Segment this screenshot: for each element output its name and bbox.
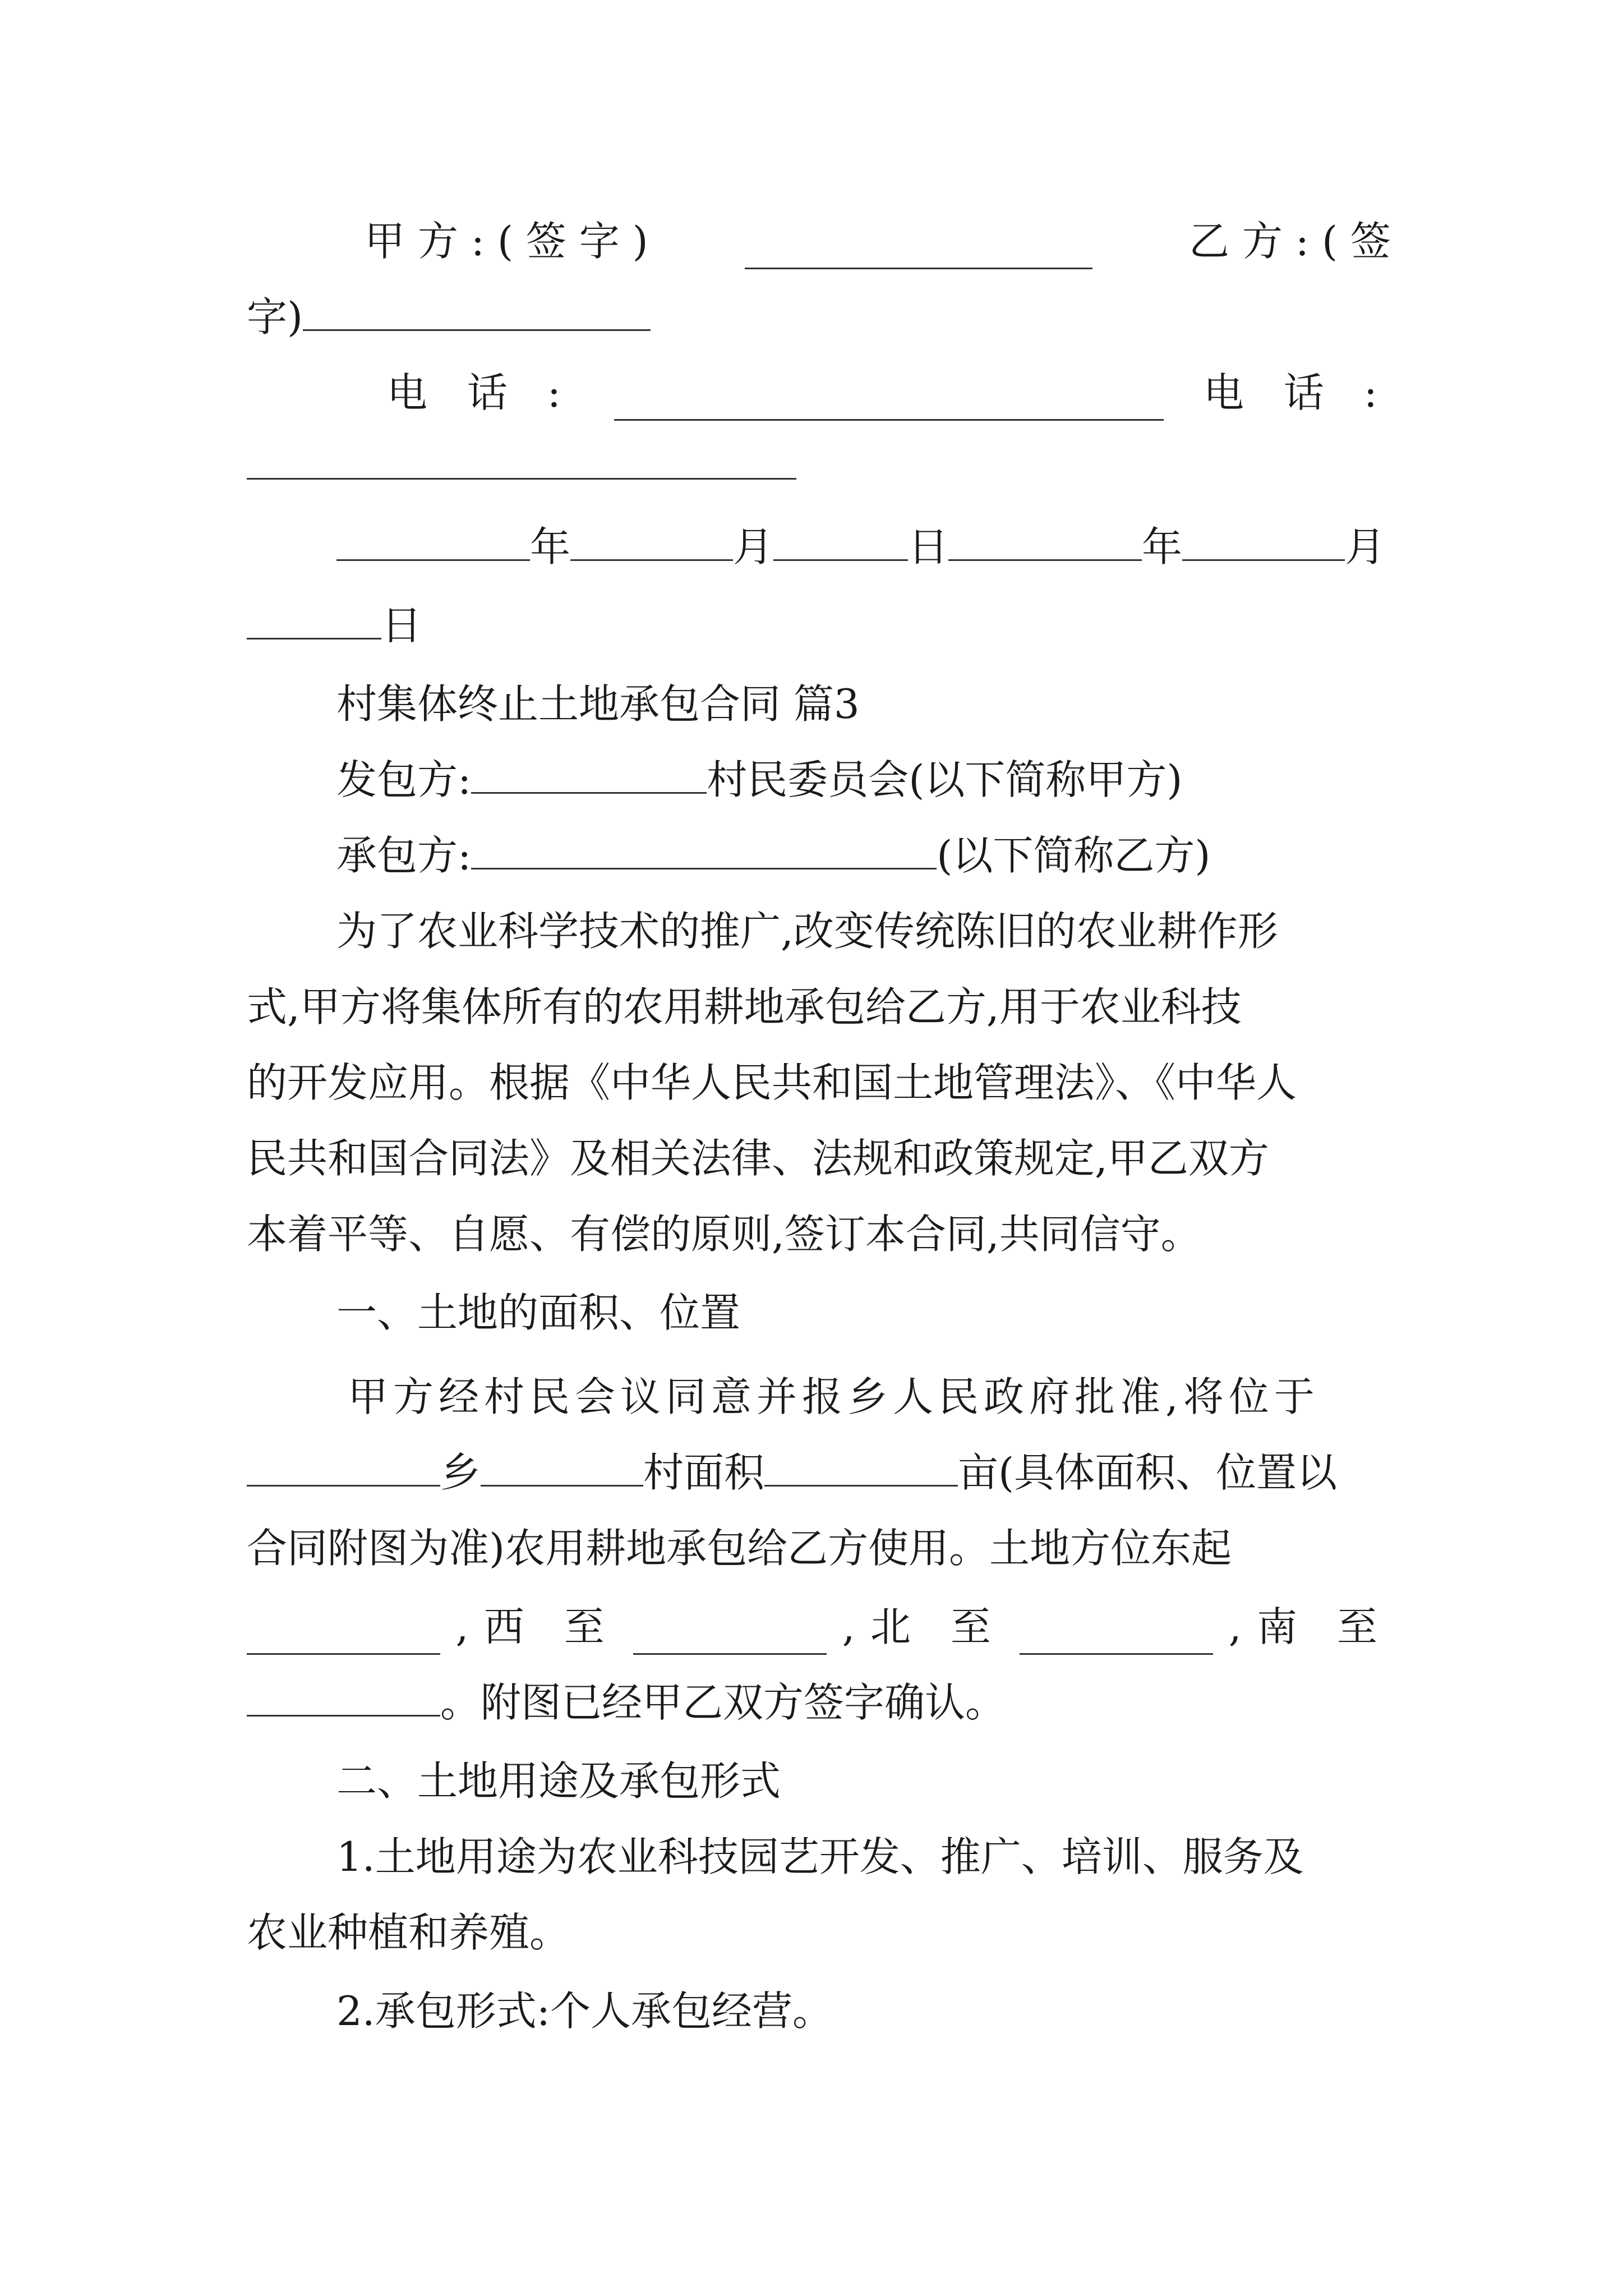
date-b-month-blank xyxy=(1182,524,1345,561)
intro-line-1: 为了农业科学技术的推广,改变传统陈旧的农业耕作形 xyxy=(336,908,1278,955)
party-a-signature-blank xyxy=(745,233,1092,269)
receiver-line xyxy=(336,827,1391,884)
date-b-month-label: 月 xyxy=(1345,523,1386,570)
south-label: 南 至 xyxy=(1257,1603,1391,1650)
date-a-year-blank xyxy=(336,524,530,561)
cun-area-label: 村面积 xyxy=(643,1449,765,1496)
section1-line-1: 甲方经村民会议同意并报乡人民政府批准,将位于 xyxy=(348,1373,1320,1420)
date-b-day-blank xyxy=(247,603,381,639)
section-title: 村集体终止土地承包合同 篇3 xyxy=(336,680,860,728)
north-blank xyxy=(1020,1618,1213,1655)
intro-line-3: 的开发应用。根据《中华人民共和国土地管理法》、《中华人 xyxy=(247,1059,1297,1106)
receiver-label: 承包方: xyxy=(336,832,472,879)
section1-line-2 xyxy=(247,1444,1391,1501)
date-a-day-label: 日 xyxy=(908,523,949,570)
date-a-day-blank xyxy=(773,524,908,561)
section2-item2: 2.承包形式:个人承包经营。 xyxy=(336,1987,833,2035)
intro-line-5: 本着平等、自愿、有偿的原则,签订本合同,共同信守。 xyxy=(247,1211,1201,1258)
cun-blank xyxy=(481,1450,643,1487)
area-blank xyxy=(764,1450,958,1487)
east-blank xyxy=(247,1618,440,1655)
section2-item1-a: 1.土地用途为农业科技园艺开发、推广、培训、服务及 xyxy=(336,1833,1304,1880)
signature-row-cont xyxy=(247,289,1391,345)
west-blank xyxy=(633,1618,827,1655)
issuer-line xyxy=(336,752,1391,808)
party-a-signature-label: 甲 方 : ( 签 字 ) xyxy=(365,218,648,265)
date-b-year-label: 年 xyxy=(1142,523,1183,570)
north-label: 北 至 xyxy=(870,1603,1004,1650)
section1-line-5 xyxy=(247,1674,1391,1731)
receiver-suffix: (以下简称乙方) xyxy=(937,832,1211,879)
party-b-signature-label-cont: 字) xyxy=(247,293,303,341)
party-b-phone-label: 电 话 : xyxy=(1203,369,1391,416)
party-b-signature-blank xyxy=(303,295,651,331)
xiang-blank xyxy=(247,1450,440,1487)
section2-item1-b: 农业种植和养殖。 xyxy=(247,1909,570,1956)
date-a-month-blank xyxy=(570,524,733,561)
intro-line-4: 民共和国合同法》及相关法律、法规和政策规定,甲乙双方 xyxy=(247,1135,1269,1182)
date-row xyxy=(336,519,1391,575)
comma-1: , xyxy=(455,1603,469,1650)
section1-line-3: 合同附图为准)农用耕地承包给乙方使用。土地方位东起 xyxy=(247,1525,1232,1572)
date-a-year-label: 年 xyxy=(530,523,571,570)
party-b-phone-blank xyxy=(247,443,796,480)
xiang-label: 乡 xyxy=(440,1449,481,1496)
signature-row xyxy=(365,213,1391,269)
party-a-phone-blank xyxy=(614,384,1164,421)
issuer-suffix: 村民委员会(以下简称甲方) xyxy=(707,756,1183,803)
issuer-blank xyxy=(471,757,707,794)
section1-heading: 一、土地的面积、位置 xyxy=(336,1289,741,1336)
south-blank xyxy=(247,1680,440,1717)
receiver-blank xyxy=(471,833,937,869)
party-b-signature-label: 乙 方 : ( 签 xyxy=(1189,218,1391,265)
comma-2: , xyxy=(842,1603,855,1650)
phone-row-cont xyxy=(247,438,1391,494)
issuer-label: 发包方: xyxy=(336,756,472,803)
mu-tail: 亩(具体面积、位置以 xyxy=(958,1449,1338,1496)
west-label: 西 至 xyxy=(483,1603,618,1650)
intro-line-2: 式,甲方将集体所有的农用耕地承包给乙方,用于农业科技 xyxy=(247,983,1242,1030)
date-b-day-label: 日 xyxy=(381,602,422,649)
phone-row xyxy=(387,365,1391,421)
date-a-month-label: 月 xyxy=(733,523,774,570)
section2-heading: 二、土地用途及承包形式 xyxy=(336,1757,781,1805)
date-b-year-blank xyxy=(948,524,1142,561)
party-a-phone-label: 电 话 : xyxy=(387,369,575,416)
date-row-cont xyxy=(247,597,1391,654)
comma-3: , xyxy=(1228,1603,1242,1650)
section1-line-4 xyxy=(247,1599,1391,1655)
section1-last: 。附图已经甲乙双方签字确认。 xyxy=(440,1679,1006,1726)
